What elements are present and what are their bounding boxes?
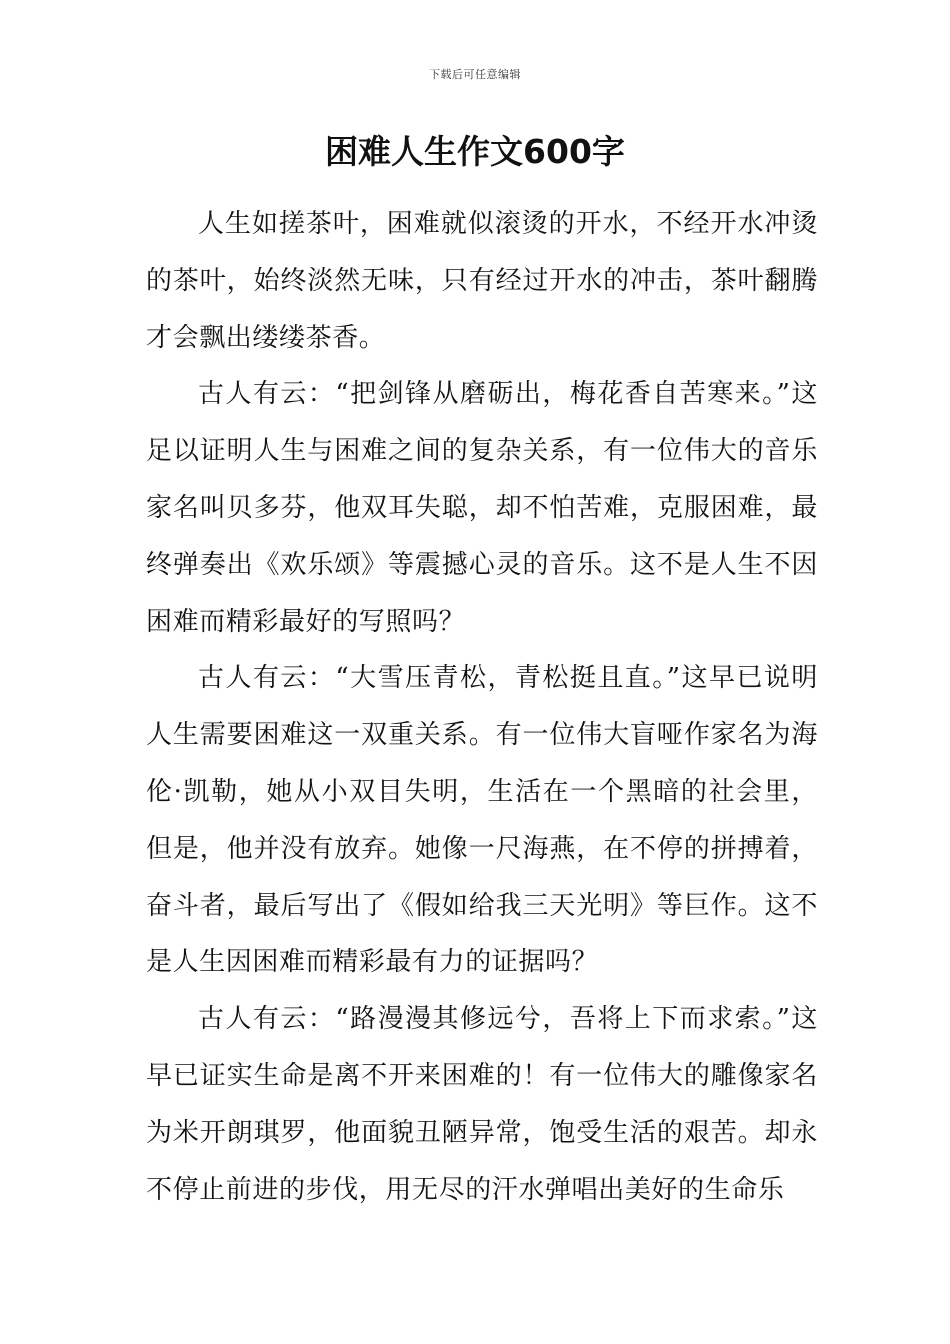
paragraph-2: 古人有云：“把剑锋从磨砺出，梅花香自苦寒来。”这足以证明人生与困难之间的复杂关系，有一位伟大的音乐家名叫贝多芬，他双耳失聪，却不怕苦难，克服困难，最终弹奏出《欢乐颂》等震撼心灵的音乐。这不是人生不因困难而精彩最好的写照吗？ xyxy=(146,379,818,637)
header-note: 下载后可任意编辑 xyxy=(429,68,521,81)
paragraph-4: 古人有云：“路漫漫其修远兮，吾将上下而求索。”这早已证实生命是离不开来困难的！有一位伟大的雕像家名为米开朗琪罗，他面貌丑陋异常，饱受生活的艰苦。却永不停止前进的步伐，用无尽的汗水弹唱出美好的生命乐 xyxy=(146,1004,818,1205)
paragraph-1: 人生如搓茶叶，困难就似滚烫的开水，不经开水冲烫的茶叶，始终淡然无味，只有经过开水的冲击，茶叶翻腾才会飘出缕缕茶香。 xyxy=(146,209,818,353)
document-body xyxy=(146,196,818,1218)
paragraph-3: 古人有云：“大雪压青松，青松挺且直。”这早已说明人生需要困难这一双重关系。有一位伟大盲哑作家名为海伦·凯勒，她从小双目失明，生活在一个黑暗的社会里，但是，他并没有放弃。她像一尺海燕，在不停的拼搏着，奋斗者，最后写出了《假如给我三天光明》等巨作。这不是人生因困难而精彩最有力的证据吗？ xyxy=(146,663,818,978)
document-title: 困难人生作文600字 xyxy=(325,132,625,171)
